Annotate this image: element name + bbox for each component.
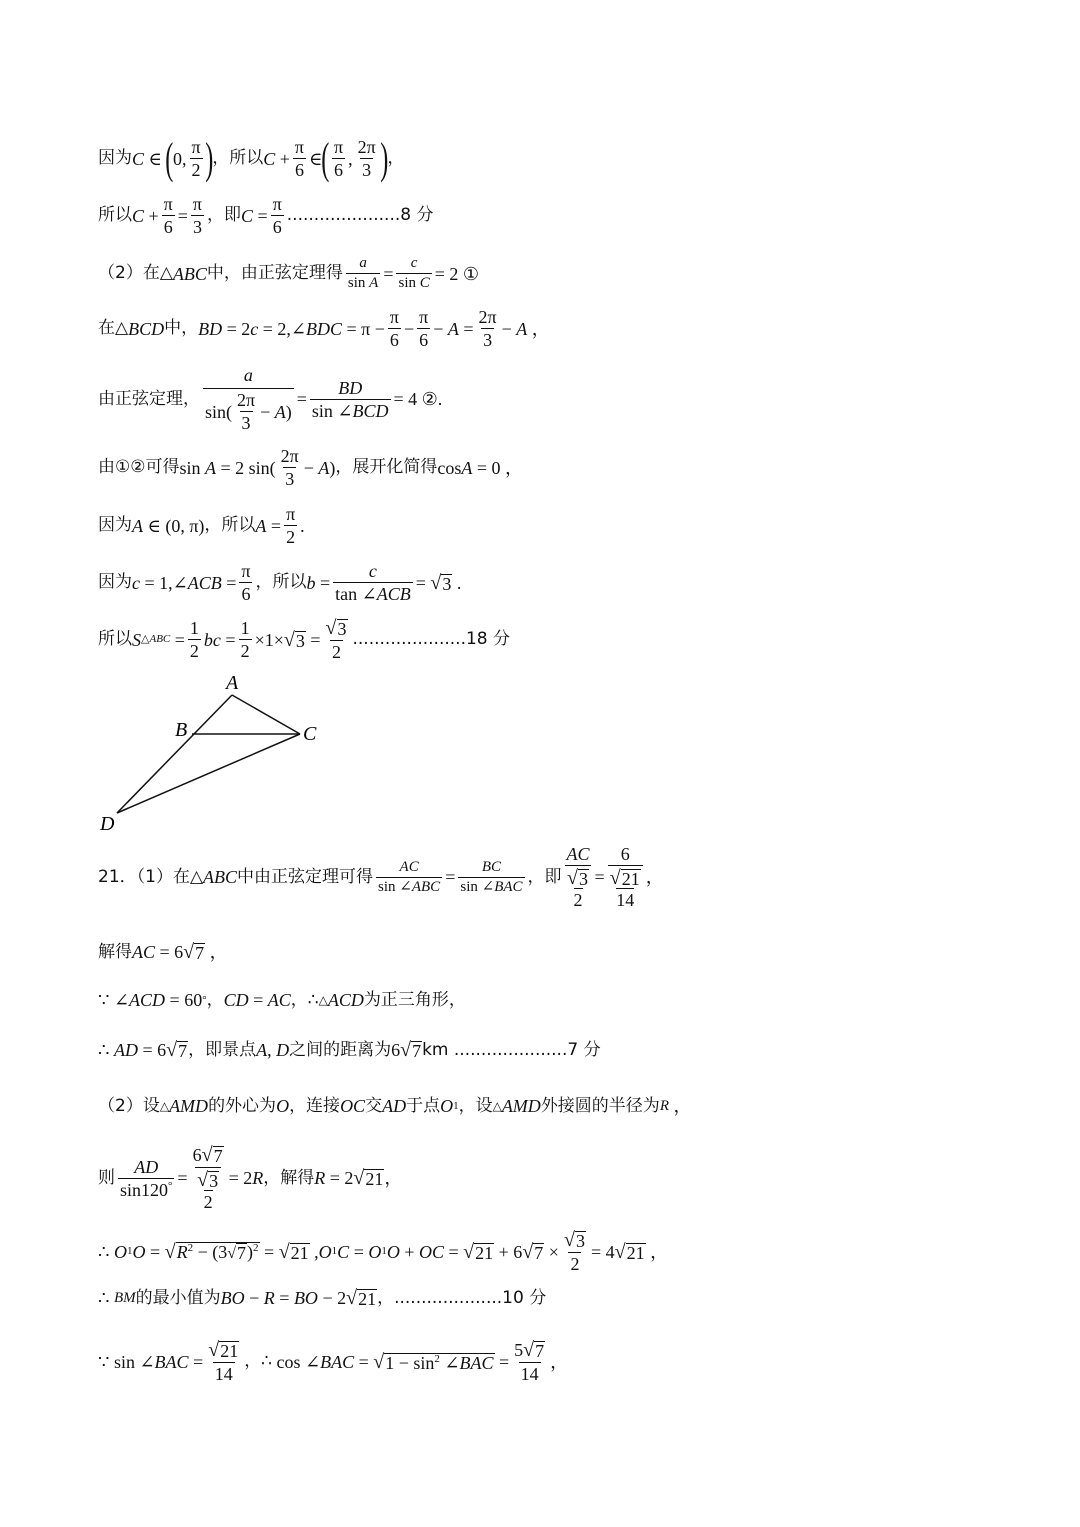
label-C: C bbox=[303, 723, 317, 745]
line-4: 在△ BCD 中， BD = 2 c = 2,∠ BDC = π − $\frac{\pi}{6}$ − $\frac{\pi}{6}$ − A = $\frac{2\pi}{3}$ − A ， bbox=[98, 307, 550, 350]
text: 由①②可得 bbox=[98, 457, 180, 477]
therefore-symbol: ∴ bbox=[98, 1288, 110, 1308]
text: 所以 bbox=[98, 205, 132, 225]
line-9: 所以 S △ABC = $\frac{1}{2}$ bc = $\frac{1}{2}$ ×1× √ 3 = √ 3 2 .....................18 分 bbox=[98, 617, 511, 662]
text: 解得 bbox=[98, 941, 132, 962]
therefore-symbol: ∴ bbox=[98, 1241, 110, 1262]
line-1: 因为 C ∈ ( 0, $\frac{\pi}{2}$ ) ，所以 C + $\frac{\pi}{6}$ ∈ ( $\frac{\pi}{6}$ , $\frac{2\pi}{3}$ ) ， bbox=[98, 133, 405, 183]
text: ，即景点 bbox=[188, 1039, 257, 1060]
text: 因为 bbox=[98, 148, 132, 168]
q21-line-4: ∴ AD = 6 √ 7 ，即景点 A , D 之间的距离为 6 √ 7 km .....................7 分 bbox=[98, 1039, 601, 1061]
text: 21．（1）在△ bbox=[98, 866, 204, 887]
score: km .....................7 分 bbox=[422, 1039, 601, 1060]
text: ，∴ bbox=[290, 989, 319, 1010]
line-3: （2）在△ ABC 中，由正弦定理得 $\frac{a}{\text{sin A}}$ = $\frac{c}{\text{sin C}}$ = 2 ① bbox=[98, 255, 480, 291]
text: ，所以 bbox=[212, 148, 264, 168]
q21-part2-line: （2）设 △ AMD 的外心为 O ，连接 OC 交 AD 于点 O 1 ，设 △ AMD 外接圆的半径为 R ， bbox=[98, 1095, 692, 1116]
line-7: 因为 A ∈ (0, π) ，所以 A = $\frac{\pi}{2}$ . bbox=[98, 504, 305, 547]
triangle-diagram bbox=[95, 668, 335, 838]
because-symbol: ∵ bbox=[98, 990, 110, 1010]
text: 中，由正弦定理得 bbox=[206, 263, 343, 283]
label-B: B bbox=[175, 719, 188, 741]
text: 的最小值为 bbox=[135, 1287, 221, 1308]
text: 在△ bbox=[98, 318, 129, 338]
text: ，所以 bbox=[255, 572, 307, 592]
label-A: A bbox=[226, 672, 239, 694]
text: 为正三角形， bbox=[363, 989, 466, 1010]
text: ， bbox=[387, 148, 405, 168]
text: ， bbox=[206, 989, 224, 1010]
text: 因为 bbox=[98, 572, 132, 592]
text: 于点 bbox=[406, 1095, 441, 1116]
text: （2）在△ bbox=[98, 263, 173, 283]
text: ，解得 bbox=[263, 1167, 315, 1188]
text: 中由正弦定理可得 bbox=[237, 866, 374, 887]
text: ，∴ bbox=[244, 1351, 273, 1371]
line-8: 因为 c = 1,∠ ACB = $\frac{\pi}{6}$ ，所以 b = $\frac{c}{\text{tan ∠ACB}}$ = √ 3 . bbox=[98, 561, 462, 604]
text: 所以 bbox=[98, 629, 132, 649]
text: （2）设 bbox=[98, 1095, 160, 1116]
q21-distance-line: ∴ O 1 O = √ $R^2 - (3$ √ 7 )$^2$ = √ 21 , O 1 C = O 1 O + OC = √ 21 + 6 √ 7 × √ 3 2 = 4 √ 21 ， bbox=[98, 1229, 669, 1274]
text: 的外心为 bbox=[208, 1095, 277, 1116]
q21-line-3: ∵ ∠ ACD = 60 ° ， CD = AC ，∴ △ ACD 为正三角形， bbox=[98, 989, 466, 1010]
text: 交 bbox=[365, 1095, 383, 1116]
text: ，展开化简得 bbox=[335, 457, 438, 477]
text: ，即 bbox=[207, 205, 242, 225]
text: ，所以 bbox=[204, 515, 256, 535]
text: 因为 bbox=[98, 515, 132, 535]
text: ，设 bbox=[458, 1095, 493, 1116]
line-2: 所以 C + $\frac{\pi}{6}$ = $\frac{\pi}{3}$ ，即 C = $\frac{\pi}{6}$ .....................8 分 bbox=[98, 194, 434, 237]
line-5: 由正弦定理， a sin( $\frac{2\pi}{3}$ − A ) = $\frac{BD}{\text{sin ∠BCD}}$ = 4 ②. bbox=[98, 365, 443, 433]
q21-last-line: ∵ sin ∠ BAC = √ 21 14 ，∴ cos ∠ BAC = √ $1 - \sin^2$ ∠BAC = 5 √ 7 14 ， bbox=[98, 1339, 569, 1384]
q21-radius-line: 则 $\frac{AD}{\sin 120^\circ}$ = 6 √ 7 √ 3 2 = 2 R ，解得 R = 2 √ 21 ， bbox=[98, 1144, 403, 1212]
text: 由正弦定理， bbox=[98, 388, 200, 409]
q21-bm-line: ∴ BM 的最小值为 BO − R = BO − 2 √ 21 ，....................10 分 bbox=[98, 1287, 547, 1309]
text: 中， bbox=[164, 318, 199, 338]
q21-line-2: 解得 AC = 6 √ 7 ， bbox=[98, 941, 228, 963]
score: ，....................10 分 bbox=[377, 1287, 547, 1308]
line-6: 由①②可得 sin A = 2 sin( $\frac{2\pi}{3}$ − A ) ，展开化简得 cos A = 0 ， bbox=[98, 446, 524, 489]
text: ，连接 bbox=[289, 1095, 341, 1116]
score: .....................8 分 bbox=[286, 205, 434, 225]
because-symbol: ∵ bbox=[98, 1351, 110, 1372]
text: ，即 bbox=[527, 866, 562, 887]
text: 外接圆的半径为 bbox=[540, 1095, 660, 1116]
text: 则 bbox=[98, 1167, 115, 1188]
score: .....................18 分 bbox=[352, 629, 511, 649]
text: 之间的距离为 bbox=[289, 1039, 392, 1060]
therefore-symbol: ∴ bbox=[98, 1040, 110, 1060]
q21-line-1: 21．（1）在△ ABC 中由正弦定理可得 $\frac{AC}{\text{sin ∠ABC}}$ = $\frac{BC}{\text{sin ∠BAC}}$ ，即 AC √ 3 2 = 6 √ 21 14 ， bbox=[98, 844, 664, 910]
label-D: D bbox=[100, 813, 115, 835]
